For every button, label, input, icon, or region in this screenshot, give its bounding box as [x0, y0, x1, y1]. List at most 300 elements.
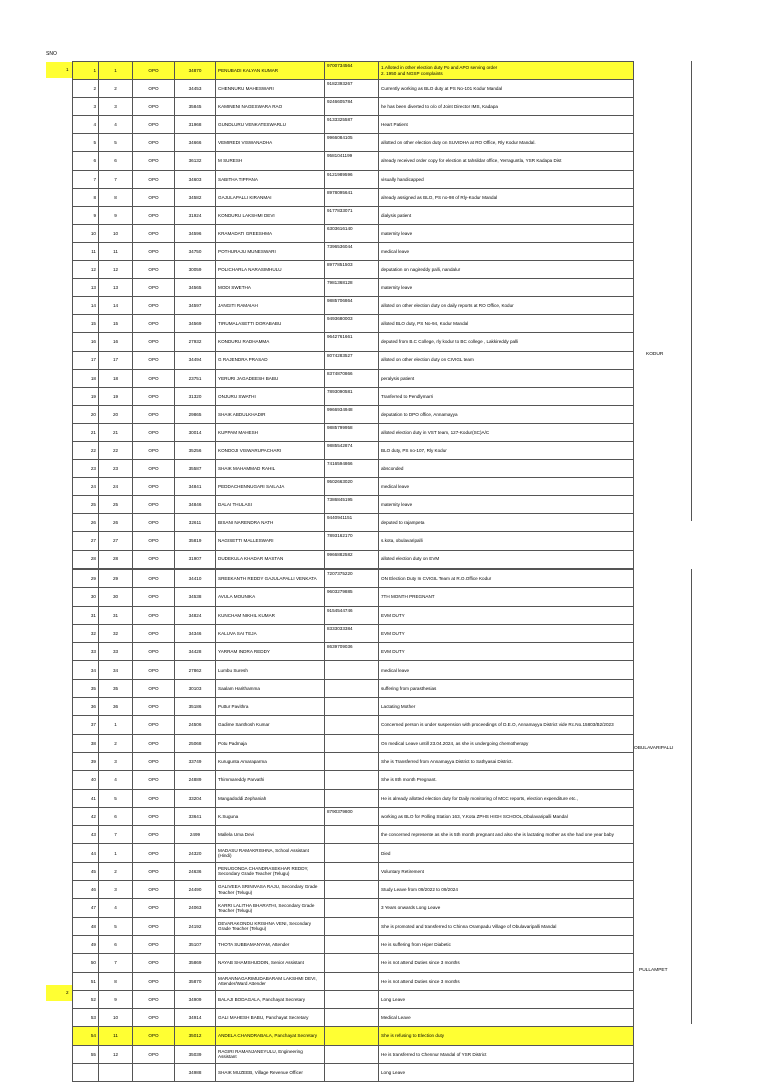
designation-cell: OPO: [133, 98, 175, 116]
designation-cell: OPO: [133, 826, 175, 844]
table-row: [73, 771, 634, 789]
employee-name-cell: CHENNURU MAHESWARI: [216, 80, 325, 98]
phone-number-cell: 9885542874: [325, 441, 379, 459]
reason-remarks-cell: medical leave: [379, 661, 634, 679]
employee-code-cell: 23751: [175, 369, 216, 387]
sub-serial-number-cell: 2: [99, 80, 133, 98]
reason-remarks-cell: He is transferred to Chennur Mandal of YSR District: [379, 1045, 634, 1063]
phone-number-cell: 8333033384: [325, 624, 379, 642]
employee-name-cell: Saalam Harithamma: [216, 679, 325, 697]
employee-code-cell: 31968: [175, 116, 216, 134]
reason-remarks-cell: Long Leave: [379, 990, 634, 1008]
designation-cell: OPO: [133, 134, 175, 152]
employee-code-cell: 34428: [175, 643, 216, 661]
employee-code-cell: 34569: [175, 315, 216, 333]
table-row: [73, 1027, 634, 1045]
employee-code-cell: 30014: [175, 423, 216, 441]
serial-number-cell: 45: [73, 862, 99, 880]
designation-cell: OPO: [133, 423, 175, 441]
employee-code-cell: 35845: [175, 98, 216, 116]
reason-remarks-cell: 1.Alloted in other election duty Po and APO serving order 2. 1950 and NGSP complaints: [379, 62, 634, 80]
employee-name-cell: SHAIK ABDULKHADIR: [216, 405, 325, 423]
employee-name-cell: PEDDACHENNUGARI SAILAJA: [216, 478, 325, 496]
sub-serial-number-cell: 6: [99, 152, 133, 170]
phone-number-cell: [325, 679, 379, 697]
serial-number-cell: 24: [73, 478, 99, 496]
table-row: [73, 315, 634, 333]
designation-cell: OPO: [133, 570, 175, 588]
employee-code-cell: 34582: [175, 188, 216, 206]
employee-code-cell: 34666: [175, 134, 216, 152]
employee-name-cell: NAYAB SHAMSHUDDIN, Senior Assistant: [216, 954, 325, 972]
serial-number-cell: 9: [73, 206, 99, 224]
reason-remarks-cell: Tranferred to Pendlymarri: [379, 387, 634, 405]
employee-code-cell: 24490: [175, 881, 216, 899]
designation-cell: OPO: [133, 1009, 175, 1027]
sub-serial-number-cell: 12: [99, 261, 133, 279]
serial-number-cell: 50: [73, 954, 99, 972]
employee-code-cell: 34841: [175, 478, 216, 496]
phone-number-cell: 8074283527: [325, 351, 379, 369]
designation-cell: OPO: [133, 588, 175, 606]
serial-number-cell: 16: [73, 333, 99, 351]
sub-serial-number-cell: 3: [99, 98, 133, 116]
employee-name-cell: TIRUMALASETTI DORABABU: [216, 315, 325, 333]
phone-number-cell: 6303616140: [325, 224, 379, 242]
designation-cell: OPO: [133, 807, 175, 825]
reason-remarks-cell: 7TH MONTH PREGNANT: [379, 588, 634, 606]
phone-number-cell: [325, 899, 379, 917]
employee-name-cell: NAGISETTI MALLESWARI: [216, 532, 325, 550]
table-row: [73, 1009, 634, 1027]
table-row: [73, 460, 634, 478]
reason-remarks-cell: medical leave: [379, 478, 634, 496]
employee-name-cell: GALI MAHESH BABU, Panchayat Secretary: [216, 1009, 325, 1027]
serial-number-cell: 23: [73, 460, 99, 478]
table-row: [73, 716, 634, 734]
phone-number-cell: 9885706864: [325, 297, 379, 315]
employee-code-cell: 35869: [175, 954, 216, 972]
employee-code-cell: 33641: [175, 807, 216, 825]
serial-number-cell: 22: [73, 441, 99, 459]
employee-name-cell: K.Suguna: [216, 807, 325, 825]
employee-code-cell: 34824: [175, 606, 216, 624]
employee-name-cell: KALUVA SAI TEJA: [216, 624, 325, 642]
sub-serial-number-cell: 6: [99, 935, 133, 953]
employee-name-cell: BISANI NARENDRA NATH: [216, 514, 325, 532]
sub-serial-number-cell: 29: [99, 570, 133, 588]
serial-number-cell: 41: [73, 789, 99, 807]
sub-serial-number-cell: 4: [99, 116, 133, 134]
serial-number-cell: 11: [73, 242, 99, 260]
table-row: [73, 242, 634, 260]
table-row: [73, 441, 634, 459]
employee-code-cell: 2499: [175, 826, 216, 844]
phone-number-cell: [325, 771, 379, 789]
election-duty-table-page-1: [72, 61, 634, 569]
employee-name-cell: YERURI JAGADEESH BABU: [216, 369, 325, 387]
designation-cell: OPO: [133, 387, 175, 405]
sub-serial-number-cell: 34: [99, 661, 133, 679]
reason-remarks-cell: Concerned person is under suspension with proceedings of D.E.O, Annamayya District vide Rc.No.15803/B2/2023: [379, 716, 634, 734]
phone-number-cell: [325, 972, 379, 990]
employee-code-cell: 30059: [175, 261, 216, 279]
sub-serial-number-cell: 8: [99, 188, 133, 206]
sub-serial-number-cell: 26: [99, 514, 133, 532]
employee-code-cell: 34453: [175, 80, 216, 98]
employee-code-cell: 34750: [175, 242, 216, 260]
sub-serial-number-cell: 1: [99, 62, 133, 80]
reason-remarks-cell: working as BLO for Polling Station 163, Y.Kota ZPHS HIGH SCHOOL,Obulavaripalli Mandal: [379, 807, 634, 825]
employee-name-cell: AVULA MOUNIKA: [216, 588, 325, 606]
reason-remarks-cell: He is suffering from Hiper Diabetic: [379, 935, 634, 953]
employee-code-cell: 24889: [175, 771, 216, 789]
designation-cell: OPO: [133, 881, 175, 899]
reason-remarks-cell: Currently working as BLO duty at PS No-101 Kodur Mandal: [379, 80, 634, 98]
phone-number-cell: 8374870866: [325, 369, 379, 387]
employee-code-cell: 31924: [175, 206, 216, 224]
employee-name-cell: KUNCHAM NIKHIL KUMAR: [216, 606, 325, 624]
employee-name-cell: Thimmareddy Parvathi: [216, 771, 325, 789]
table-row: [73, 62, 634, 80]
employee-code-cell: 27932: [175, 333, 216, 351]
employee-code-cell: 35107: [175, 935, 216, 953]
employee-name-cell: Mallela Uma Devi: [216, 826, 325, 844]
employee-code-cell: 34909: [175, 990, 216, 1008]
employee-name-cell: POLICHARLA NARASIMHULU: [216, 261, 325, 279]
table-row: [73, 170, 634, 188]
employee-name-cell: GUNDLURU VENKATESWARLU: [216, 116, 325, 134]
reason-remarks-cell: already assigned as BLO, PS no-98 of Rly-Kodur Mandal: [379, 188, 634, 206]
phone-number-cell: [325, 881, 379, 899]
table-row: [73, 478, 634, 496]
sub-serial-number-cell: 17: [99, 351, 133, 369]
reason-remarks-cell: He is not attend Duties since 3 months: [379, 972, 634, 990]
employee-code-cell: 34846: [175, 496, 216, 514]
employee-code-cell: 34988: [175, 1064, 216, 1082]
serial-number-cell: 15: [73, 315, 99, 333]
reason-remarks-cell: the concerned represente as she is 5th month pregnant and also she is lactating mother as she had one year baby: [379, 826, 634, 844]
phone-number-cell: [325, 1027, 379, 1045]
employee-code-cell: 35256: [175, 441, 216, 459]
phone-number-cell: 9133325587: [325, 116, 379, 134]
designation-cell: OPO: [133, 771, 175, 789]
employee-name-cell: KRAMADATI GREESHMA: [216, 224, 325, 242]
table-row: [73, 261, 634, 279]
employee-name-cell: ANDELA CHANDRABALA, Panchayat Secretary: [216, 1027, 325, 1045]
table-row: [73, 514, 634, 532]
table-row: [73, 972, 634, 990]
table-row: [73, 698, 634, 716]
sub-serial-number-cell: 7: [99, 954, 133, 972]
designation-cell: OPO: [133, 789, 175, 807]
reason-remarks-cell: BLO duty, PS no-107, Rly Kodur: [379, 441, 634, 459]
table-row: [73, 116, 634, 134]
employee-name-cell: KONDOJI VISWARUPACHARI: [216, 441, 325, 459]
employee-name-cell: ONJURU SWATHI: [216, 387, 325, 405]
employee-code-cell: 35186: [175, 698, 216, 716]
table-row: [73, 990, 634, 1008]
table-row: [73, 789, 634, 807]
employee-name-cell: KAMINENI NAGESWARA RAO: [216, 98, 325, 116]
sub-serial-number-cell: 13: [99, 279, 133, 297]
serial-number-cell: 35: [73, 679, 99, 697]
phone-number-cell: 9493680003: [325, 315, 379, 333]
sub-serial-number-cell: 19: [99, 387, 133, 405]
phone-number-cell: 7893090581: [325, 387, 379, 405]
reason-remarks-cell: suffering from parasthesias: [379, 679, 634, 697]
phone-number-cell: 7981368128: [325, 279, 379, 297]
phone-number-cell: [325, 1045, 379, 1063]
reason-remarks-cell: peralysis patient: [379, 369, 634, 387]
serial-number-cell: 25: [73, 496, 99, 514]
designation-cell: OPO: [133, 279, 175, 297]
phone-number-cell: 9177833071: [325, 206, 379, 224]
phone-number-cell: [325, 789, 379, 807]
sub-serial-number-cell: [99, 1064, 133, 1082]
sub-serial-number-cell: 25: [99, 496, 133, 514]
phone-number-cell: [325, 990, 379, 1008]
designation-cell: OPO: [133, 116, 175, 134]
employee-code-cell: 34538: [175, 588, 216, 606]
table-row: [73, 532, 634, 550]
table-row: [73, 606, 634, 624]
employee-name-cell: Puttur Pavithra: [216, 698, 325, 716]
sub-serial-number-cell: 24: [99, 478, 133, 496]
employee-name-cell: VEMIREDI VISWANADHA: [216, 134, 325, 152]
table-row: [73, 80, 634, 98]
serial-number-cell: 44: [73, 844, 99, 862]
table-row: [73, 679, 634, 697]
table-row: [73, 496, 634, 514]
designation-cell: OPO: [133, 460, 175, 478]
serial-number-cell: 36: [73, 698, 99, 716]
table-row: [73, 935, 634, 953]
table-row: [73, 570, 634, 588]
employee-code-cell: 33749: [175, 752, 216, 770]
phone-number-cell: [325, 661, 379, 679]
phone-number-cell: [325, 954, 379, 972]
designation-cell: OPO: [133, 80, 175, 98]
serial-number-cell: 30: [73, 588, 99, 606]
sub-serial-number-cell: 2: [99, 862, 133, 880]
sub-serial-number-cell: 18: [99, 369, 133, 387]
employee-name-cell: POTHURAJU MUNESWARI: [216, 242, 325, 260]
phone-number-cell: 8639709036: [325, 643, 379, 661]
employee-name-cell: THOTA SUBBAMANYAM, Attender: [216, 935, 325, 953]
sub-serial-number-cell: 27: [99, 532, 133, 550]
reason-remarks-cell: EVM DUTY: [379, 606, 634, 624]
table-row: [73, 826, 634, 844]
designation-cell: OPO: [133, 188, 175, 206]
reason-remarks-cell: Long Leave: [379, 1064, 634, 1082]
table-row: [73, 279, 634, 297]
phone-number-cell: [325, 826, 379, 844]
mandal-column-border: [691, 569, 692, 1024]
employee-name-cell: KUPPAM MAHESH: [216, 423, 325, 441]
phone-number-cell: [325, 917, 379, 935]
designation-cell: OPO: [133, 716, 175, 734]
table-row: [73, 206, 634, 224]
sub-serial-number-cell: 28: [99, 550, 133, 568]
employee-code-cell: 24320: [175, 844, 216, 862]
reason-remarks-cell: Study Leave from 09/2022 to 09/2024: [379, 881, 634, 899]
employee-code-cell: 34565: [175, 279, 216, 297]
serial-number-cell: 48: [73, 917, 99, 935]
serial-number-cell: 1: [73, 62, 99, 80]
employee-name-cell: Kurugunta Amaraparma: [216, 752, 325, 770]
employee-code-cell: 31320: [175, 387, 216, 405]
sub-serial-number-cell: 36: [99, 698, 133, 716]
reason-remarks-cell: already received order copy for election at tahsildar office, Yerraguntla, YSR Kadapa Dist: [379, 152, 634, 170]
sub-serial-number-cell: 23: [99, 460, 133, 478]
designation-cell: OPO: [133, 990, 175, 1008]
sub-serial-number-cell: 1: [99, 844, 133, 862]
sub-serial-number-cell: 7: [99, 170, 133, 188]
reason-remarks-cell: She is promoted and transferred to Chinna Orampadu Village of Obulavaripalli Mandal: [379, 917, 634, 935]
employee-name-cell: Potu Padmaja: [216, 734, 325, 752]
sub-serial-number-cell: 14: [99, 297, 133, 315]
sub-serial-number-cell: 10: [99, 224, 133, 242]
employee-name-cell: JANGITI RAMAIAH: [216, 297, 325, 315]
phone-number-cell: 9246605784: [325, 98, 379, 116]
designation-cell: OPO: [133, 606, 175, 624]
designation-cell: OPO: [133, 152, 175, 170]
designation-cell: OPO: [133, 170, 175, 188]
sub-serial-number-cell: 33: [99, 643, 133, 661]
serial-number-cell: 2: [73, 80, 99, 98]
designation-cell: OPO: [133, 369, 175, 387]
table-row: [73, 369, 634, 387]
sub-serial-number-cell: 21: [99, 423, 133, 441]
sub-serial-number-cell: 4: [99, 899, 133, 917]
serial-number-cell: 54: [73, 1027, 99, 1045]
designation-cell: OPO: [133, 1027, 175, 1045]
designation-cell: OPO: [133, 405, 175, 423]
sub-serial-number-cell: 16: [99, 333, 133, 351]
serial-number-cell: 55: [73, 1045, 99, 1063]
reason-remarks-cell: deputation on nagireddy palli, nandalur: [379, 261, 634, 279]
serial-number-cell: 7: [73, 170, 99, 188]
sub-serial-number-cell: 1: [99, 716, 133, 734]
reason-remarks-cell: deputation to DPO office, Annamayya: [379, 405, 634, 423]
reason-remarks-cell: She is refusing to Election duty: [379, 1027, 634, 1045]
table-row: [73, 297, 634, 315]
reason-remarks-cell: On medical Leave untill 23.04.2024, as she is undergoing chemotherapy: [379, 734, 634, 752]
designation-cell: OPO: [133, 261, 175, 279]
sub-serial-number-cell: 11: [99, 1027, 133, 1045]
table-row: [73, 152, 634, 170]
designation-cell: OPO: [133, 917, 175, 935]
reason-remarks-cell: he has been diverted to o/o of Joint Director IMS, Kadapa: [379, 98, 634, 116]
serial-number-cell: 51: [73, 972, 99, 990]
serial-number-cell: 40: [73, 771, 99, 789]
employee-code-cell: 34870: [175, 62, 216, 80]
serial-number-cell: 53: [73, 1009, 99, 1027]
designation-cell: OPO: [133, 844, 175, 862]
employee-name-cell: KARRI LALITHA BHARATHI, Secondary Grade Teacher (Telugu): [216, 899, 325, 917]
serial-number-cell: 31: [73, 606, 99, 624]
sno-header: SNO: [46, 51, 57, 57]
sub-serial-number-cell: 31: [99, 606, 133, 624]
employee-code-cell: 34494: [175, 351, 216, 369]
serial-number-cell: 26: [73, 514, 99, 532]
phone-number-cell: 9581041199: [325, 152, 379, 170]
designation-cell: OPO: [133, 550, 175, 568]
phone-number-cell: 9440941151: [325, 514, 379, 532]
reason-remarks-cell: She is 8th month Pregnant.: [379, 771, 634, 789]
table-row: [73, 661, 634, 679]
employee-code-cell: 32611: [175, 514, 216, 532]
designation-cell: OPO: [133, 441, 175, 459]
reason-remarks-cell: s.kota, obulavaripalli: [379, 532, 634, 550]
table-row: [73, 862, 634, 880]
sub-serial-number-cell: 5: [99, 134, 133, 152]
employee-code-cell: 35039: [175, 1045, 216, 1063]
serial-number-cell: 10: [73, 224, 99, 242]
phone-number-cell: 8978095641: [325, 188, 379, 206]
employee-code-cell: 35587: [175, 460, 216, 478]
phone-number-cell: [325, 844, 379, 862]
reason-remarks-cell: maternity leave: [379, 224, 634, 242]
phone-number-cell: [325, 716, 379, 734]
sub-serial-number-cell: 20: [99, 405, 133, 423]
employee-name-cell: YARRAM INDRA REDDY: [216, 643, 325, 661]
table-row: [73, 423, 634, 441]
employee-name-cell: Mangadoddi Zephaniah: [216, 789, 325, 807]
table-row: [73, 387, 634, 405]
phone-number-cell: 8790379800: [325, 807, 379, 825]
employee-code-cell: 31907: [175, 550, 216, 568]
designation-cell: OPO: [133, 734, 175, 752]
reason-remarks-cell: ON Election Duty In CVIGIL Team at R.O.Office Kodur: [379, 570, 634, 588]
designation-cell: OPO: [133, 1045, 175, 1063]
serial-number-cell: 17: [73, 351, 99, 369]
designation-cell: OPO: [133, 935, 175, 953]
phone-number-cell: 9885799958: [325, 423, 379, 441]
serial-number-cell: 8: [73, 188, 99, 206]
table-row: [73, 844, 634, 862]
designation-cell: OPO: [133, 297, 175, 315]
employee-code-cell: 24636: [175, 862, 216, 880]
designation-cell: OPO: [133, 514, 175, 532]
reason-remarks-cell: deputed from B.C College, rly kodur to BC college , Lakkireddy palli: [379, 333, 634, 351]
phone-number-cell: 9154544746: [325, 606, 379, 624]
sub-serial-number-cell: 4: [99, 771, 133, 789]
reason-remarks-cell: alloted on other election duty on CIVIGL team: [379, 351, 634, 369]
reason-remarks-cell: He is already allotted election duty for Daily monitoring of MCC reports, election expenditure etc.,: [379, 789, 634, 807]
reason-remarks-cell: 3 Years onwards Long Leave: [379, 899, 634, 917]
phone-number-cell: 7396536044: [325, 242, 379, 260]
reason-remarks-cell: allotted on other election duty on SUVIDHA at RO Office, Rly Kodur Mandal.: [379, 134, 634, 152]
employee-code-cell: 35870: [175, 972, 216, 990]
employee-name-cell: MARANNAGARIMUDABARAM LAKSHMI DEVI, Attender/Ward Attender: [216, 972, 325, 990]
left-mark-2: 2: [66, 990, 69, 995]
employee-code-cell: 27862: [175, 661, 216, 679]
table-row: [73, 98, 634, 116]
phone-number-cell: 7416594866: [325, 460, 379, 478]
table-row: [73, 643, 634, 661]
employee-name-cell: KONDURU LAKSHMI DEVI: [216, 206, 325, 224]
sub-serial-number-cell: 22: [99, 441, 133, 459]
table-row: [73, 1064, 634, 1082]
reason-remarks-cell: EVM DUTY: [379, 643, 634, 661]
employee-name-cell: SHAIK MAHAMMAD RAHIL: [216, 460, 325, 478]
phone-number-cell: 9121989596: [325, 170, 379, 188]
mandal-label-kodur: KODUR: [646, 352, 664, 357]
sub-serial-number-cell: 11: [99, 242, 133, 260]
table-row: [73, 752, 634, 770]
